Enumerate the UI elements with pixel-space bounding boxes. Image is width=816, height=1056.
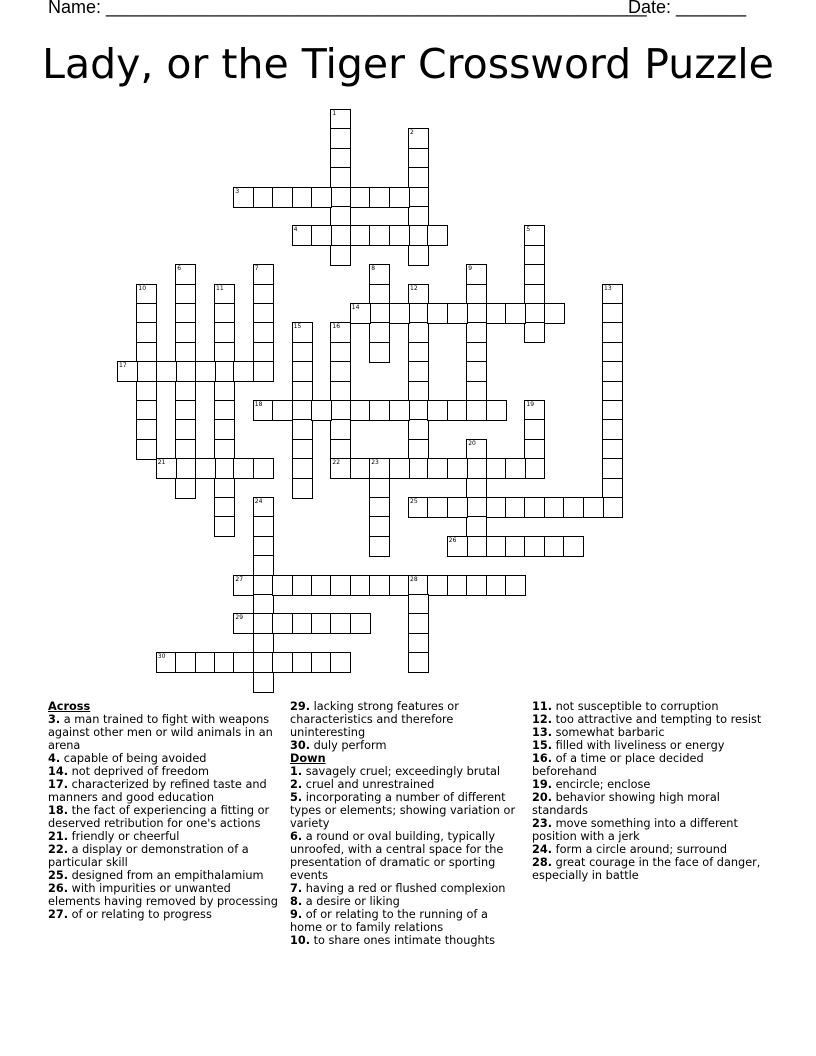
grid-cell[interactable] <box>214 419 235 440</box>
grid-cell[interactable] <box>389 303 410 324</box>
grid-cell[interactable] <box>292 342 313 363</box>
grid-cell[interactable] <box>505 536 526 557</box>
grid-cell[interactable] <box>486 575 507 596</box>
grid-cell[interactable] <box>156 458 177 479</box>
grid-cell[interactable] <box>175 361 196 382</box>
clue-down-11: 11. not susceptible to corruption <box>532 700 719 713</box>
grid-cell[interactable] <box>175 381 196 402</box>
grid-cell[interactable] <box>486 536 507 557</box>
grid-cell[interactable] <box>427 400 448 421</box>
grid-cell[interactable] <box>214 497 235 518</box>
grid-cell[interactable] <box>408 206 429 227</box>
grid-cell[interactable] <box>175 264 196 285</box>
grid-cell-number: 30 <box>157 653 166 661</box>
grid-cell[interactable] <box>253 264 274 285</box>
grid-cell[interactable] <box>389 187 410 208</box>
grid-cell[interactable] <box>253 633 274 654</box>
clue-down-19: 19. encircle; enclose <box>532 778 651 791</box>
clue-down-15: 15. filled with liveliness or energy <box>532 739 725 752</box>
grid-cell[interactable] <box>195 361 216 382</box>
grid-cell[interactable] <box>330 439 351 460</box>
grid-cell[interactable] <box>292 361 313 382</box>
grid-cell[interactable] <box>292 478 313 499</box>
grid-cell[interactable] <box>136 419 157 440</box>
grid-cell[interactable] <box>524 536 545 557</box>
grid-cell[interactable] <box>350 575 371 596</box>
grid-cell[interactable] <box>466 497 487 518</box>
grid-cell[interactable] <box>544 536 565 557</box>
grid-cell[interactable] <box>486 458 507 479</box>
clue-across-30: 30. duly perform <box>290 739 387 752</box>
grid-cell[interactable] <box>602 381 623 402</box>
grid-cell[interactable] <box>214 516 235 537</box>
grid-cell[interactable] <box>350 187 371 208</box>
grid-cell[interactable] <box>408 322 429 343</box>
grid-cell[interactable] <box>292 458 313 479</box>
grid-cell[interactable] <box>330 322 351 343</box>
grid-cell[interactable] <box>408 400 429 421</box>
grid-cell[interactable] <box>524 497 545 518</box>
grid-cell[interactable] <box>330 458 351 479</box>
grid-cell[interactable] <box>195 652 216 673</box>
grid-cell[interactable] <box>486 303 507 324</box>
grid-cell[interactable] <box>233 361 254 382</box>
grid-cell[interactable] <box>175 342 196 363</box>
grid-cell[interactable] <box>136 342 157 363</box>
grid-cell[interactable] <box>369 225 390 246</box>
grid-cell[interactable] <box>233 652 254 673</box>
clue-across-17: 17. characterized by refined taste and manners and good education <box>48 778 267 804</box>
grid-cell[interactable] <box>253 303 274 324</box>
grid-cell[interactable] <box>253 575 274 596</box>
grid-cell[interactable] <box>447 458 468 479</box>
grid-cell-number: 22 <box>332 459 341 467</box>
grid-cell[interactable] <box>466 478 487 499</box>
grid-cell[interactable] <box>369 478 390 499</box>
clue-across-26: 26. with impurities or unwanted elements having removed by processing <box>48 882 278 908</box>
grid-cell[interactable] <box>330 400 351 421</box>
grid-cell[interactable] <box>466 342 487 363</box>
grid-cell[interactable] <box>466 303 487 324</box>
grid-cell[interactable] <box>369 187 390 208</box>
grid-cell[interactable] <box>292 381 313 402</box>
clue-down-8: 8. a desire or liking <box>290 895 400 908</box>
grid-cell[interactable] <box>369 400 390 421</box>
grid-cell[interactable] <box>253 536 274 557</box>
grid-cell[interactable] <box>408 633 429 654</box>
grid-cell[interactable] <box>408 419 429 440</box>
grid-cell[interactable] <box>408 245 429 266</box>
grid-cell[interactable] <box>253 516 274 537</box>
grid-cell[interactable] <box>524 245 545 266</box>
grid-cell[interactable] <box>253 555 274 576</box>
down-heading: Down <box>290 752 326 765</box>
clue-down-9: 9. of or relating to the running of a home or to family relations <box>290 908 488 934</box>
grid-cell[interactable] <box>369 516 390 537</box>
grid-cell[interactable] <box>466 516 487 537</box>
grid-cell[interactable] <box>524 458 545 479</box>
grid-cell-number: 16 <box>332 323 341 331</box>
grid-cell[interactable] <box>272 400 293 421</box>
grid-cell[interactable] <box>466 381 487 402</box>
grid-cell[interactable] <box>408 575 429 596</box>
grid-cell[interactable] <box>602 400 623 421</box>
grid-cell[interactable] <box>350 225 371 246</box>
grid-cell[interactable] <box>408 652 429 673</box>
grid-cell[interactable] <box>524 225 545 246</box>
grid-cell[interactable] <box>350 613 371 634</box>
grid-cell[interactable] <box>253 613 274 634</box>
grid-cell[interactable] <box>408 167 429 188</box>
grid-cell[interactable] <box>447 400 468 421</box>
grid-cell[interactable] <box>214 284 235 305</box>
grid-cell[interactable] <box>292 439 313 460</box>
grid-cell[interactable] <box>524 303 545 324</box>
grid-cell[interactable] <box>292 419 313 440</box>
grid-cell[interactable] <box>292 613 313 634</box>
grid-cell[interactable] <box>408 284 429 305</box>
grid-cell[interactable] <box>408 225 429 246</box>
grid-cell[interactable] <box>369 342 390 363</box>
clue-down-1: 1. savagely cruel; exceedingly brutal <box>290 765 501 778</box>
clue-across-3: 3. a man trained to fight with weapons against other men or wild animals in an arena <box>48 713 273 752</box>
grid-cell[interactable] <box>408 613 429 634</box>
grid-cell[interactable] <box>466 284 487 305</box>
grid-cell-number: 14 <box>351 304 360 311</box>
grid-cell[interactable] <box>330 575 351 596</box>
grid-cell[interactable] <box>175 419 196 440</box>
grid-cell[interactable] <box>330 245 351 266</box>
grid-cell-number: 8 <box>371 265 376 273</box>
grid-cell[interactable] <box>156 652 177 673</box>
grid-cell[interactable] <box>408 342 429 363</box>
grid-cell[interactable] <box>350 303 371 324</box>
grid-cell[interactable] <box>311 613 332 634</box>
grid-cell[interactable] <box>253 672 274 693</box>
grid-cell[interactable] <box>466 361 487 382</box>
clue-down-5: 5. incorporating a number of different types or elements; showing variation or variety <box>290 791 516 830</box>
clue-down-6: 6. a round or oval building, typically unroofed, with a central space for the presentation of dramatic or sporting events <box>290 830 504 882</box>
grid-cell[interactable] <box>214 322 235 343</box>
grid-cell[interactable] <box>369 536 390 557</box>
grid-cell-number: 11 <box>216 284 224 292</box>
grid-cell[interactable] <box>544 303 565 324</box>
clue-down-13: 13. somewhat barbaric <box>532 726 665 739</box>
grid-cell[interactable] <box>272 652 293 673</box>
grid-cell[interactable] <box>311 187 332 208</box>
grid-cell[interactable] <box>292 187 313 208</box>
grid-cell[interactable] <box>253 497 274 518</box>
clue-across-21: 21. friendly or cheerful <box>48 830 180 843</box>
grid-cell[interactable] <box>427 225 448 246</box>
grid-cell[interactable] <box>330 361 351 382</box>
grid-cell-number: 4 <box>293 226 298 234</box>
grid-cell[interactable] <box>311 652 332 673</box>
clue-across-27: 27. of or relating to progress <box>48 908 212 921</box>
clue-across-4: 4. capable of being avoided <box>48 752 207 765</box>
grid-cell[interactable] <box>330 109 351 130</box>
grid-cell-number: 6 <box>177 265 182 273</box>
grid-cell[interactable] <box>389 225 410 246</box>
grid-cell[interactable] <box>330 613 351 634</box>
grid-cell[interactable] <box>175 400 196 421</box>
grid-cell[interactable] <box>486 497 507 518</box>
grid-cell[interactable] <box>602 458 623 479</box>
grid-cell[interactable] <box>408 497 429 518</box>
clue-down-20: 20. behavior showing high moral standards <box>532 791 720 817</box>
grid-cell[interactable] <box>524 400 545 421</box>
grid-cell[interactable] <box>253 458 274 479</box>
grid-cell[interactable] <box>214 361 235 382</box>
grid-cell[interactable] <box>350 458 371 479</box>
grid-cell-number: 20 <box>468 439 476 447</box>
grid-cell[interactable] <box>117 361 138 382</box>
clue-across-18: 18. the fact of experiencing a fitting or deserved retribution for one's actions <box>48 804 270 830</box>
grid-cell[interactable] <box>505 303 526 324</box>
grid-cell[interactable] <box>330 206 351 227</box>
clue-across-29: 29. lacking strong features or characteristics and therefore uninteresting <box>290 700 459 739</box>
grid-cell[interactable] <box>253 342 274 363</box>
grid-cell[interactable] <box>136 361 157 382</box>
grid-cell[interactable] <box>292 575 313 596</box>
grid-cell-number: 2 <box>410 129 414 137</box>
grid-cell-number: 29 <box>235 614 244 622</box>
grid-cell-number: 24 <box>254 498 263 505</box>
grid-cell[interactable] <box>272 575 293 596</box>
grid-cell[interactable] <box>447 536 468 557</box>
grid-cell[interactable] <box>369 458 390 479</box>
clue-down-10: 10. to share ones intimate thoughts <box>290 934 496 947</box>
across-clue-list <box>48 713 280 921</box>
grid-cell[interactable] <box>175 284 196 305</box>
grid-cell[interactable] <box>330 225 351 246</box>
grid-cell[interactable] <box>175 458 196 479</box>
grid-cell[interactable] <box>214 458 235 479</box>
grid-cell[interactable] <box>524 439 545 460</box>
grid-cell[interactable] <box>602 478 623 499</box>
grid-cell[interactable] <box>330 652 351 673</box>
grid-cell[interactable] <box>427 458 448 479</box>
grid-cell[interactable] <box>214 400 235 421</box>
grid-cell[interactable] <box>292 322 313 343</box>
clue-down-2: 2. cruel and unrestrained <box>290 778 435 791</box>
grid-cell[interactable] <box>427 497 448 518</box>
grid-cell[interactable] <box>602 439 623 460</box>
grid-cell[interactable] <box>253 187 274 208</box>
grid-cell[interactable] <box>136 303 157 324</box>
grid-cell[interactable] <box>330 148 351 169</box>
grid-cell[interactable] <box>311 575 332 596</box>
grid-cell[interactable] <box>175 322 196 343</box>
grid-cell[interactable] <box>505 458 526 479</box>
grid-cell[interactable] <box>175 303 196 324</box>
grid-cell-number: 13 <box>604 284 612 292</box>
grid-cell[interactable] <box>602 284 623 305</box>
clues-column-3 <box>532 700 768 882</box>
grid-cell[interactable] <box>136 322 157 343</box>
grid-cell-number: 9 <box>468 265 473 273</box>
grid-cell[interactable] <box>233 458 254 479</box>
grid-cell[interactable] <box>292 652 313 673</box>
grid-cell[interactable] <box>175 439 196 460</box>
grid-cell[interactable] <box>311 400 332 421</box>
grid-cell[interactable] <box>272 613 293 634</box>
grid-cell-number: 26 <box>448 536 457 544</box>
grid-cell[interactable] <box>486 400 507 421</box>
grid-cell[interactable] <box>544 497 565 518</box>
grid-cell[interactable] <box>583 497 604 518</box>
grid-cell-number: 7 <box>254 265 259 273</box>
grid-cell[interactable] <box>505 497 526 518</box>
grid-cell[interactable] <box>330 167 351 188</box>
grid-cell[interactable] <box>136 381 157 402</box>
grid-cell[interactable] <box>214 652 235 673</box>
grid-cell[interactable] <box>524 264 545 285</box>
grid-cell[interactable] <box>233 613 254 634</box>
clue-down-16: 16. of a time or place decided beforehand <box>532 752 704 778</box>
clue-across-25: 25. designed from an empithalamium <box>48 869 264 882</box>
grid-cell[interactable] <box>602 419 623 440</box>
grid-cell[interactable] <box>292 225 313 246</box>
grid-cell[interactable] <box>466 439 487 460</box>
grid-cell[interactable] <box>408 187 429 208</box>
grid-cell[interactable] <box>427 575 448 596</box>
grid-cell[interactable] <box>175 652 196 673</box>
grid-cell[interactable] <box>233 575 254 596</box>
grid-cell[interactable] <box>369 284 390 305</box>
grid-cell[interactable] <box>369 497 390 518</box>
grid-cell[interactable] <box>563 497 584 518</box>
grid-cell[interactable] <box>505 575 526 596</box>
grid-cell[interactable] <box>253 284 274 305</box>
grid-cell-number: 21 <box>157 459 166 467</box>
grid-cell[interactable] <box>408 439 429 460</box>
grid-cell[interactable] <box>253 361 274 382</box>
grid-cell[interactable] <box>408 381 429 402</box>
grid-cell-number: 5 <box>526 226 531 234</box>
grid-cell[interactable] <box>466 322 487 343</box>
grid-cell[interactable] <box>369 303 390 324</box>
clues-column-2 <box>290 700 522 947</box>
clues-column-1 <box>48 700 280 921</box>
clue-across-14: 14. not deprived of freedom <box>48 765 210 778</box>
grid-cell[interactable] <box>214 303 235 324</box>
grid-cell[interactable] <box>175 478 196 499</box>
clue-down-7: 7. having a red or flushed complexion <box>290 882 506 895</box>
grid-cell[interactable] <box>136 439 157 460</box>
grid-cell[interactable] <box>292 400 313 421</box>
date-field-label[interactable]: Date: _______ <box>628 0 747 17</box>
grid-cell[interactable] <box>447 575 468 596</box>
grid-cell[interactable] <box>136 284 157 305</box>
grid-cell[interactable] <box>408 303 429 324</box>
grid-cell[interactable] <box>330 342 351 363</box>
grid-cell[interactable] <box>466 536 487 557</box>
grid-cell-number: 15 <box>293 323 302 331</box>
grid-cell[interactable] <box>253 322 274 343</box>
grid-cell[interactable] <box>214 478 235 499</box>
grid-cell[interactable] <box>214 439 235 460</box>
grid-cell[interactable] <box>214 381 235 402</box>
puzzle-title: Lady, or the Tiger Crossword Puzzle <box>42 40 774 88</box>
clue-down-23: 23. move something into a different position with a jerk <box>532 817 738 843</box>
grid-cell[interactable] <box>408 458 429 479</box>
clue-across-22: 22. a display or demonstration of a particular skill <box>48 843 249 869</box>
grid-cell[interactable] <box>389 400 410 421</box>
grid-cell[interactable] <box>369 575 390 596</box>
grid-cell[interactable] <box>524 419 545 440</box>
grid-cell[interactable] <box>330 419 351 440</box>
grid-cell[interactable] <box>447 497 468 518</box>
grid-cell[interactable] <box>563 536 584 557</box>
grid-cell[interactable] <box>602 303 623 324</box>
grid-cell[interactable] <box>253 652 274 673</box>
grid-cell[interactable] <box>311 225 332 246</box>
grid-cell-number: 19 <box>526 401 535 408</box>
grid-cell[interactable] <box>330 381 351 402</box>
grid-cell[interactable] <box>427 303 448 324</box>
grid-cell[interactable] <box>447 303 468 324</box>
grid-cell-number: 18 <box>254 401 263 408</box>
grid-cell[interactable] <box>214 342 235 363</box>
grid-cell-number: 28 <box>410 575 418 583</box>
grid-cell-number: 17 <box>119 362 127 370</box>
grid-cell[interactable] <box>330 187 351 208</box>
grid-cell[interactable] <box>408 594 429 615</box>
clue-down-24: 24. form a circle around; surround <box>532 843 728 856</box>
grid-cell-number: 12 <box>410 284 418 292</box>
grid-cell[interactable] <box>408 148 429 169</box>
grid-cell[interactable] <box>389 575 410 596</box>
grid-cell-number: 10 <box>138 284 147 292</box>
grid-cell[interactable] <box>253 594 274 615</box>
grid-cell[interactable] <box>602 342 623 363</box>
grid-cell[interactable] <box>136 400 157 421</box>
grid-cell[interactable] <box>369 264 390 285</box>
grid-cell[interactable] <box>369 322 390 343</box>
grid-cell-number: 1 <box>332 110 337 117</box>
grid-cell[interactable] <box>272 187 293 208</box>
grid-cell[interactable] <box>195 458 216 479</box>
grid-cell[interactable] <box>602 497 623 518</box>
grid-cell[interactable] <box>466 575 487 596</box>
grid-cell[interactable] <box>602 322 623 343</box>
grid-cell-number: 3 <box>235 187 240 195</box>
clue-down-28: 28. great courage in the face of danger, especially in battle <box>532 856 761 882</box>
grid-cell[interactable] <box>524 284 545 305</box>
grid-cell[interactable] <box>408 361 429 382</box>
name-field-label[interactable]: Name: ______________________________________________________ <box>48 0 647 17</box>
grid-cell-number: 25 <box>410 498 418 505</box>
grid-cell[interactable] <box>466 264 487 285</box>
clue-down-12: 12. too attractive and tempting to resist <box>532 713 762 726</box>
grid-cell[interactable] <box>466 400 487 421</box>
grid-cell[interactable] <box>466 458 487 479</box>
grid-cell[interactable] <box>524 322 545 343</box>
grid-cell-number: 23 <box>371 459 379 467</box>
grid-cell[interactable] <box>350 400 371 421</box>
grid-cell[interactable] <box>389 458 410 479</box>
grid-cell-number: 27 <box>235 575 244 583</box>
grid-cell[interactable] <box>602 361 623 382</box>
grid-cell[interactable] <box>330 128 351 149</box>
grid-cell[interactable] <box>233 187 254 208</box>
grid-cell[interactable] <box>156 361 177 382</box>
grid-cell[interactable] <box>408 128 429 149</box>
grid-cell[interactable] <box>253 400 274 421</box>
across-heading: Across <box>48 700 91 713</box>
